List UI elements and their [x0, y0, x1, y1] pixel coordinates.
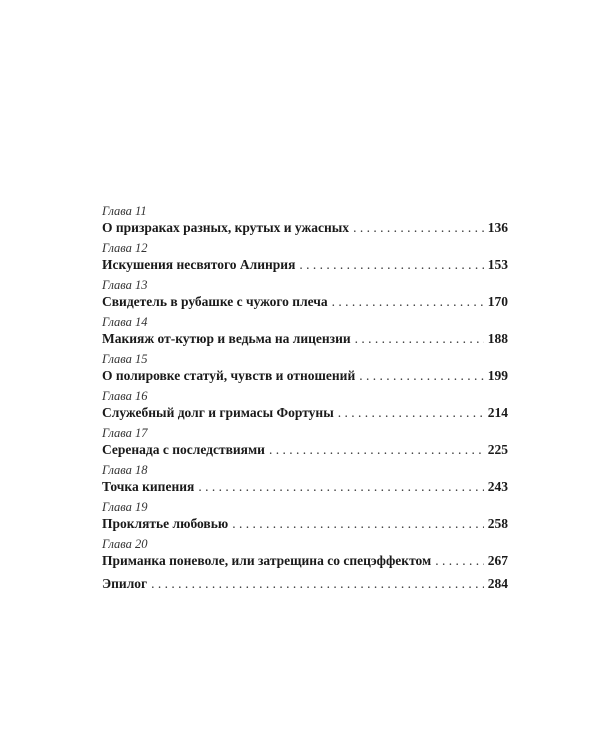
chapter-label: Глава 15 — [102, 352, 148, 366]
table-of-contents — [102, 204, 508, 597]
chapter-title: Приманка поневоле, или затрещина со спецэффектом — [102, 553, 432, 568]
toc-entry — [102, 255, 508, 274]
dot-leader — [232, 514, 484, 533]
toc-entry — [102, 403, 508, 422]
page-number: 267 — [487, 553, 508, 568]
chapter-label: Глава 13 — [102, 278, 148, 292]
toc-chapter-16 — [102, 389, 508, 422]
dot-leader — [435, 551, 484, 570]
dot-leader — [338, 403, 484, 422]
chapter-title: Свидетель в рубашке с чужого плеча — [102, 294, 328, 309]
page-number: 258 — [487, 516, 508, 531]
toc-entry — [102, 329, 508, 348]
toc-entry — [102, 477, 508, 496]
page-number: 284 — [487, 576, 508, 591]
page-number: 199 — [487, 368, 508, 383]
dot-leader — [198, 477, 483, 496]
chapter-label: Глава 14 — [102, 315, 148, 329]
page-number: 225 — [487, 442, 508, 457]
dot-leader — [151, 574, 484, 593]
toc-chapter-12 — [102, 241, 508, 274]
chapter-title: Служебный долг и гримасы Фортуны — [102, 405, 334, 420]
chapter-label: Глава 18 — [102, 463, 148, 477]
toc-entry — [102, 440, 508, 459]
dot-leader — [353, 218, 484, 237]
chapter-title: Серенада с последствиями — [102, 442, 265, 457]
chapter-title: О призраках разных, крутых и ужасных — [102, 220, 350, 235]
chapter-label: Глава 12 — [102, 241, 148, 255]
toc-entry — [102, 292, 508, 311]
dot-leader — [299, 255, 483, 274]
chapter-title: Искушения несвятого Алинрия — [102, 257, 296, 272]
toc-chapter-15 — [102, 352, 508, 385]
page-number: 170 — [487, 294, 508, 309]
epilogue-title: Эпилог — [102, 576, 148, 591]
toc-entry — [102, 551, 508, 570]
page-number: 243 — [487, 479, 508, 494]
toc-chapter-14 — [102, 315, 508, 348]
chapter-label: Глава 16 — [102, 389, 148, 403]
toc-entry — [102, 514, 508, 533]
toc-entry — [102, 366, 508, 385]
toc-epilogue — [102, 574, 508, 593]
toc-chapter-13 — [102, 278, 508, 311]
toc-chapter-11 — [102, 204, 508, 237]
dot-leader — [355, 329, 484, 348]
page-number: 136 — [487, 220, 508, 235]
chapter-label: Глава 17 — [102, 426, 148, 440]
dot-leader — [269, 440, 484, 459]
toc-chapter-20 — [102, 537, 508, 570]
chapter-label: Глава 19 — [102, 500, 148, 514]
chapter-title: Макияж от-кутюр и ведьма на лицензии — [102, 331, 351, 346]
chapter-label: Глава 11 — [102, 204, 147, 218]
page-number: 153 — [487, 257, 508, 272]
toc-chapter-19 — [102, 500, 508, 533]
toc-entry — [102, 218, 508, 237]
page-number: 188 — [487, 331, 508, 346]
chapter-title: О полировке статуй, чувств и отношений — [102, 368, 356, 383]
toc-chapter-18 — [102, 463, 508, 496]
chapter-title: Проклятье любовью — [102, 516, 229, 531]
chapter-title: Точка кипения — [102, 479, 195, 494]
page-number: 214 — [487, 405, 508, 420]
dot-leader — [332, 292, 484, 311]
dot-leader — [359, 366, 484, 385]
toc-chapter-17 — [102, 426, 508, 459]
chapter-label: Глава 20 — [102, 537, 148, 551]
